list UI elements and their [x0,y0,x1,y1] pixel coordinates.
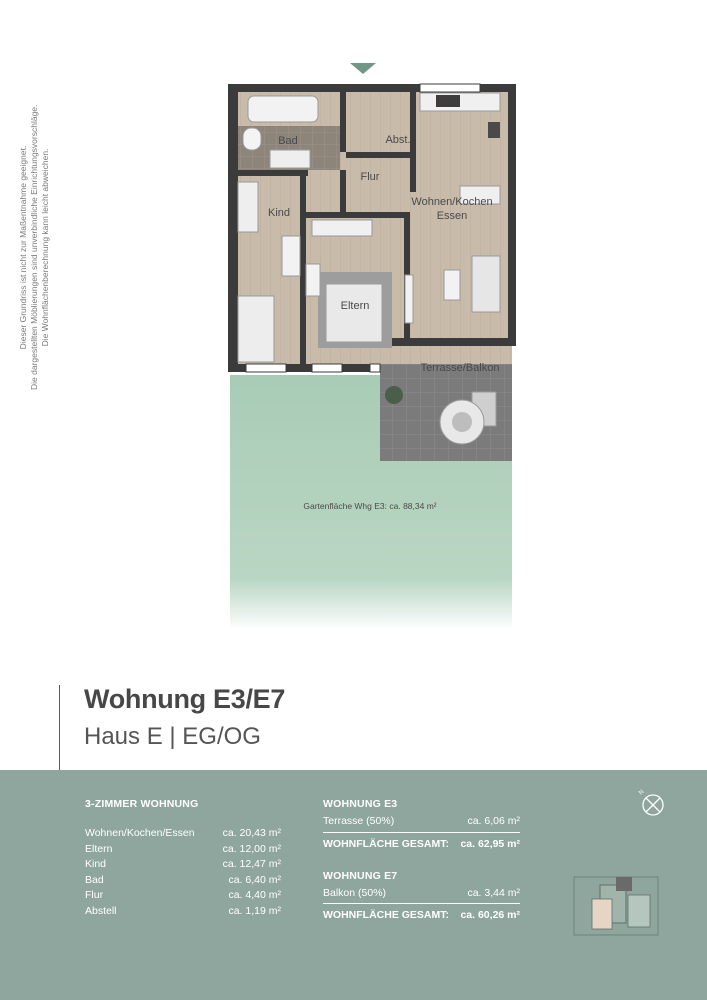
compass-north-label: N [638,789,646,797]
room-name: Kind [85,858,107,870]
room-area: ca. 12,47 m² [222,858,281,870]
room-area: ca. 1,19 m² [228,904,281,917]
room-label-eltern: Eltern [340,300,370,312]
e3-heading: WOHNUNG E3 [323,798,398,810]
list-item [85,857,281,873]
divider [323,832,520,833]
room-area: ca. 4,40 m² [228,889,281,901]
garden-label: Gartenfläche Whg E3: ca. 88,34 m² [303,501,437,511]
e3-item-area: ca. 6,06 m² [467,815,520,827]
e7-heading: WOHNUNG E7 [323,869,398,882]
summary-heading: 3-ZIMMER WOHNUNG [85,798,199,810]
list-item [85,826,281,842]
key-plan [570,873,662,943]
list-item [85,873,281,889]
room-label-abst: Abst. [385,134,411,146]
e7-total [323,907,520,923]
room-label-flur: Flur [360,171,380,183]
unit-totals [323,798,520,923]
disclaimer-line-1: Dieser Grundriss ist nicht zur Maßentnahme geeignet. [18,145,28,350]
room-area: ca. 12,00 m² [222,842,281,855]
e7-item-area: ca. 3,44 m² [467,886,520,899]
list-item [85,888,281,904]
e3-total-value: ca. 62,95 m² [460,837,520,850]
e7-total-label: WOHNFLÄCHE GESAMT: [323,909,449,921]
e7-item-name: Balkon (50%) [323,886,387,899]
e3-total-label: WOHNFLÄCHE GESAMT: [323,837,449,850]
room-name: Flur [85,889,104,901]
list-item [85,842,281,858]
disclaimer-line-2: Die dargestellten Möblierungen sind unverbindliche Einrichtungsvorschläge. [29,104,39,390]
e7-item [323,886,520,902]
e3-item-name: Terrasse (50%) [323,815,395,827]
room-area: ca. 20,43 m² [222,827,281,839]
title-block [84,684,285,751]
e3-item [323,814,520,830]
room-name: Eltern [85,842,113,855]
page-subtitle: Haus E | EG/OG [84,723,261,750]
room-label-kind: Kind [267,207,291,219]
room-name: Wohnen/Kochen/Essen [85,827,195,839]
page-title: Wohnung E3/E7 [84,684,286,714]
e3-total [323,836,520,852]
room-label-bad: Bad [278,135,298,147]
e7-total-value: ca. 60,26 m² [460,909,520,921]
entrance-marker [350,63,376,74]
room-label-essen: Essen [436,210,468,222]
compass-icon [637,788,669,820]
room-name: Bad [85,873,104,886]
info-panel [0,770,707,1000]
room-summary [85,798,281,919]
disclaimer-line-3: Die Wohnflächenberechnung kann leicht abweichen. [40,148,50,347]
room-label-wohnen: Wohnen/Kochen [411,196,493,208]
room-label-terrasse: Terrasse/Balkon [420,362,500,374]
list-item [85,904,281,920]
divider [323,903,520,904]
room-name: Abstell [85,904,117,917]
room-area: ca. 6,40 m² [228,873,281,886]
